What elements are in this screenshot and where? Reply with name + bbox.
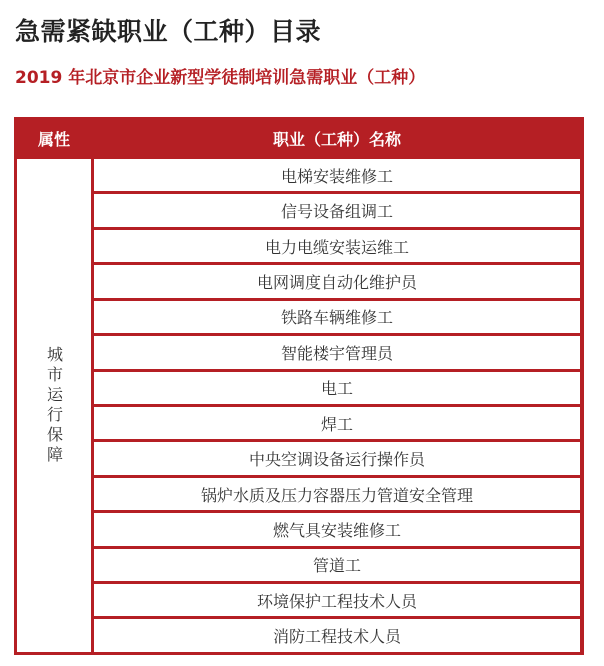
table-row: 电梯安装维修工 xyxy=(94,159,580,191)
page-subtitle: 2019 年北京市企业新型学徒制培训急需职业（工种） xyxy=(15,68,426,88)
category-label: 城市运行保障 xyxy=(44,345,64,466)
category-cell xyxy=(17,159,91,652)
table-row: 电工 xyxy=(94,372,580,404)
table-row: 焊工 xyxy=(94,407,580,439)
table-row: 环境保护工程技术人员 xyxy=(94,584,580,616)
table-row: 消防工程技术人员 xyxy=(94,619,580,651)
occupation-list xyxy=(94,159,580,652)
table-row: 电网调度自动化维护员 xyxy=(94,265,580,297)
table-row: 管道工 xyxy=(94,549,580,581)
header-attribute: 属性 xyxy=(17,120,91,156)
table-row: 信号设备组调工 xyxy=(94,194,580,226)
table-row: 中央空调设备运行操作员 xyxy=(94,442,580,474)
table-row: 电力电缆安装运维工 xyxy=(94,230,580,262)
table-row: 铁路车辆维修工 xyxy=(94,301,580,333)
table-row: 智能楼宇管理员 xyxy=(94,336,580,368)
occupation-table xyxy=(14,117,584,655)
table-row: 燃气具安装维修工 xyxy=(94,513,580,545)
header-occupation-name: 职业（工种）名称 xyxy=(94,120,580,156)
page-title: 急需紧缺职业（工种）目录 xyxy=(15,17,322,46)
table-row: 锅炉水质及压力容器压力管道安全管理 xyxy=(94,478,580,510)
